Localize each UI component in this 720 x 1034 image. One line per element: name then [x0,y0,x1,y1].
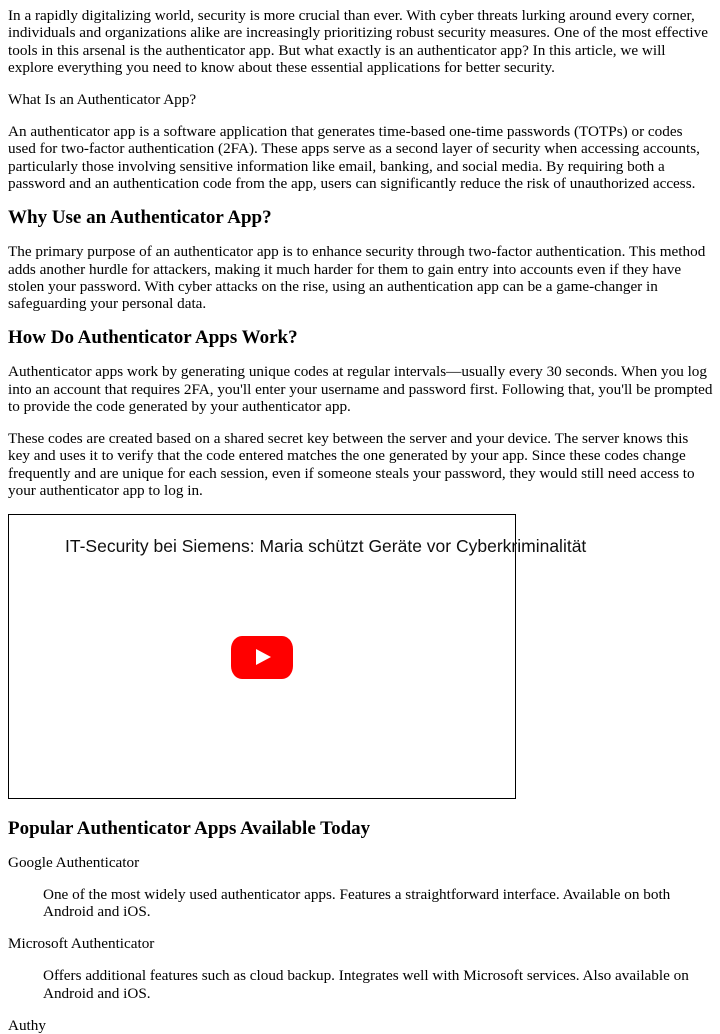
how-work-paragraph-1: Authenticator apps work by generating unique codes at regular intervals—usually every 30 seconds. When you log into an account that requires 2FA, you'll enter your username and password first. Following that, you'll be prompted to provide the code generated by your authenticator app. [8,363,713,416]
play-button[interactable] [231,636,293,679]
what-is-heading: What Is an Authenticator App? [8,91,197,109]
app-list [8,854,713,1034]
video-embed[interactable] [8,514,587,799]
what-is-paragraph: An authenticator app is a software application that generates time-based one-time passwords (TOTPs) or codes used for two-factor authentication (2FA). These apps serve as a second layer of security when accessing accounts, particularly those involving sensitive information like email, banking, and social media. By requiring both a password and an authentication code from the app, users can significantly reduce the risk of unauthorized access. [8,123,700,193]
article [0,7,720,1034]
how-work-heading: How Do Authenticator Apps Work? [8,327,298,349]
intro-paragraph: In a rapidly digitalizing world, security is more crucial than ever. With cyber threats lurking around every corner, individuals and organizations alike are increasingly prioritizing robust security measures. One of the most effective tools in this arsenal is the authenticator app. But what exactly is an authenticator app? In this article, we will explore everything you need to know about these essential applications for better security. [8,7,708,77]
app-description-microsoft: Offers additional features such as cloud backup. Integrates well with Microsoft services. Also available on Android and iOS. [43,967,689,1002]
app-name-microsoft: Microsoft Authenticator [8,935,155,953]
app-description-google: One of the most widely used authenticator apps. Features a straightforward interface. Available on both Android and iOS. [43,886,671,921]
app-name-google: Google Authenticator [8,854,140,872]
video-title[interactable]: IT-Security bei Siemens: Maria schützt Geräte vor Cyberkriminalität [65,536,587,557]
why-use-paragraph: The primary purpose of an authenticator app is to enhance security through two-factor authentication. This method adds another hurdle for attackers, making it much harder for them to gain entry into accounts even if they have stolen your password. With cyber attacks on the rise, using an authentication app can be a game-changer in safeguarding your personal data. [8,243,706,313]
popular-heading: Popular Authenticator Apps Available Today [8,818,371,840]
app-name-authy: Authy [8,1016,46,1034]
play-icon [256,649,271,665]
why-use-heading: Why Use an Authenticator App? [8,207,272,229]
how-work-paragraph-2: These codes are created based on a shared secret key between the server and your device. The server knows this key and uses it to verify that the code entered matches the one generated by your app. Since these codes change frequently and are unique for each session, even if someone steals your password, they would still need access to your authenticator app to log in. [8,430,695,500]
